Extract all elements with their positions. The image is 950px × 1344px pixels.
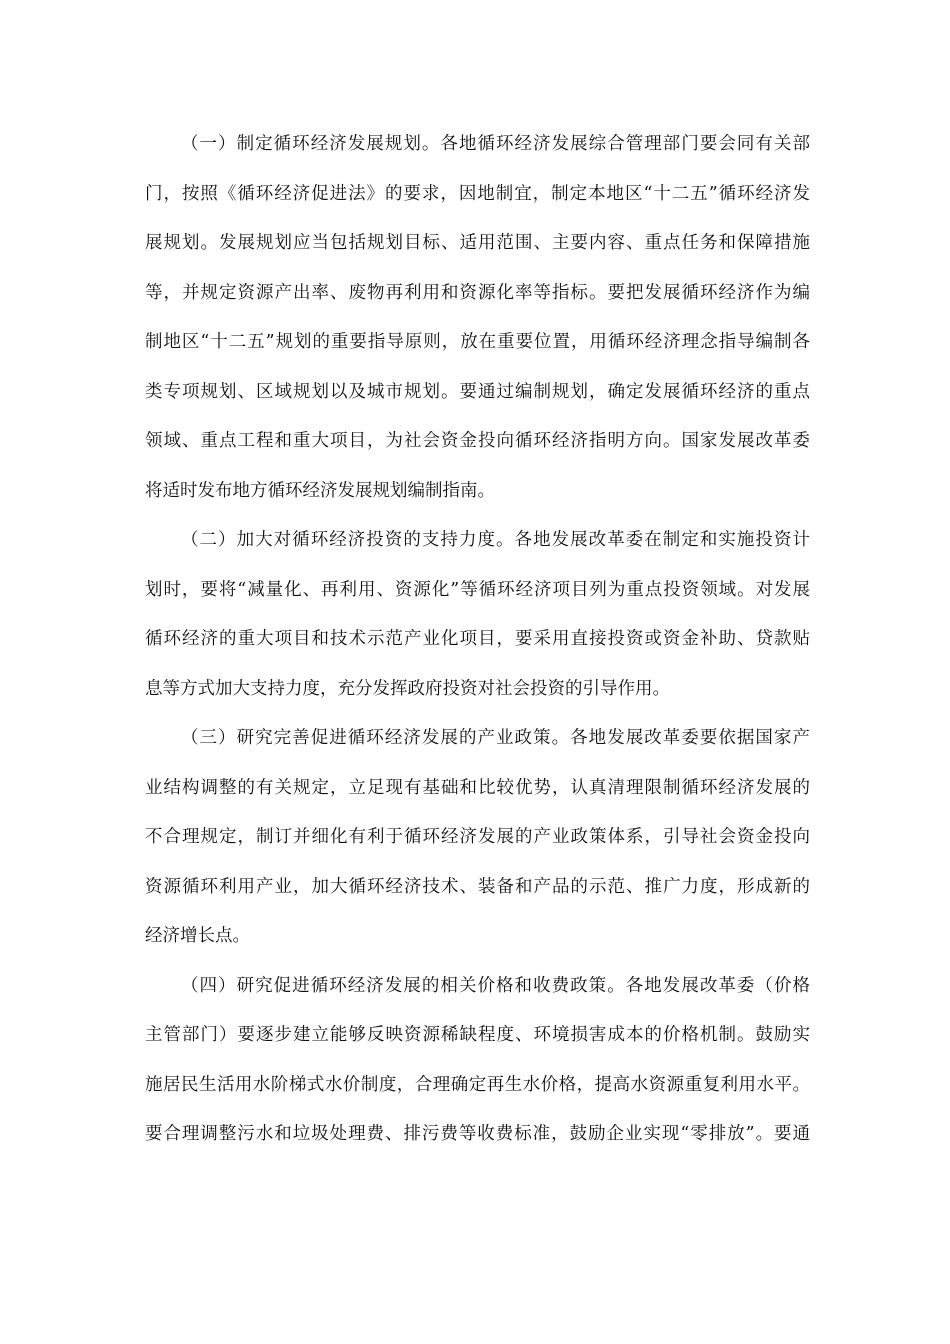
paragraph-line: 经济增长点。 (145, 926, 250, 946)
paragraph-line: 业结构调整的有关规定，立足现有基础和比较优势，认真清理限制循环经济发展的 (145, 777, 810, 798)
paragraph-line: （一）制定循环经济发展规划。各地循环经济发展综合管理部门要会同有关部 (181, 134, 810, 154)
paragraph-2 (145, 516, 810, 714)
paragraph-line: 划时，要将“减量化、再利用、资源化”等循环经济项目列为重点投资领域。对发展 (145, 579, 810, 600)
paragraph-line: （三）研究完善促进循环经济发展的产业政策。各地发展改革委要依据国家产 (181, 728, 810, 748)
paragraph-4 (145, 962, 810, 1160)
paragraph-line: 领域、重点工程和重大项目，为社会资金投向循环经济指明方向。国家发展改革委 (145, 431, 810, 451)
paragraph-line: 类专项规划、区域规划以及城市规划。要通过编制规划，确定发展循环经济的重点 (145, 381, 810, 402)
document-body (145, 120, 810, 1160)
paragraph-line: 等，并规定资源产出率、废物再利用和资源化率等指标。要把发展循环经济作为编 (145, 282, 810, 303)
paragraph-line: 不合理规定，制订并细化有利于循环经济发展的产业政策体系，引导社会资金投向 (145, 827, 810, 847)
paragraph-line: 制地区“十二五”规划的重要指导原则，放在重要位置，用循环经济理念指导编制各 (145, 332, 810, 352)
paragraph-line: 施居民生活用水阶梯式水价制度，合理确定再生水价格，提高水资源重复利用水平。 (145, 1074, 810, 1095)
paragraph-line: （二）加大对循环经济投资的支持力度。各地发展改革委在制定和实施投资计 (181, 530, 810, 550)
paragraph-line: 门，按照《循环经济促进法》的要求，因地制宜，制定本地区“十二五”循环经济发 (145, 183, 810, 204)
paragraph-line: 息等方式加大支持力度，充分发挥政府投资对社会投资的引导作用。 (145, 678, 670, 699)
paragraph-line: 展规划。发展规划应当包括规划目标、适用范围、主要内容、重点任务和保障措施 (145, 233, 810, 253)
paragraph-line: 循环经济的重大项目和技术示范产业化项目，要采用直接投资或资金补助、贷款贴 (145, 629, 810, 649)
paragraph-line: 将适时发布地方循环经济发展规划编制指南。 (145, 480, 495, 501)
paragraph-line: 要合理调整污水和垃圾处理费、排污费等收费标准，鼓励企业实现“零排放”。要通 (145, 1124, 810, 1144)
paragraph-line: （四）研究促进循环经济发展的相关价格和收费政策。各地发展改革委（价格 (181, 975, 810, 996)
paragraph-line: 主管部门）要逐步建立能够反映资源稀缺程度、环境损害成本的价格机制。鼓励实 (145, 1025, 810, 1045)
paragraph-3 (145, 714, 810, 962)
paragraph-1 (145, 120, 810, 516)
paragraph-line: 资源循环利用产业，加大循环经济技术、装备和产品的示范、推广力度，形成新的 (145, 876, 810, 897)
